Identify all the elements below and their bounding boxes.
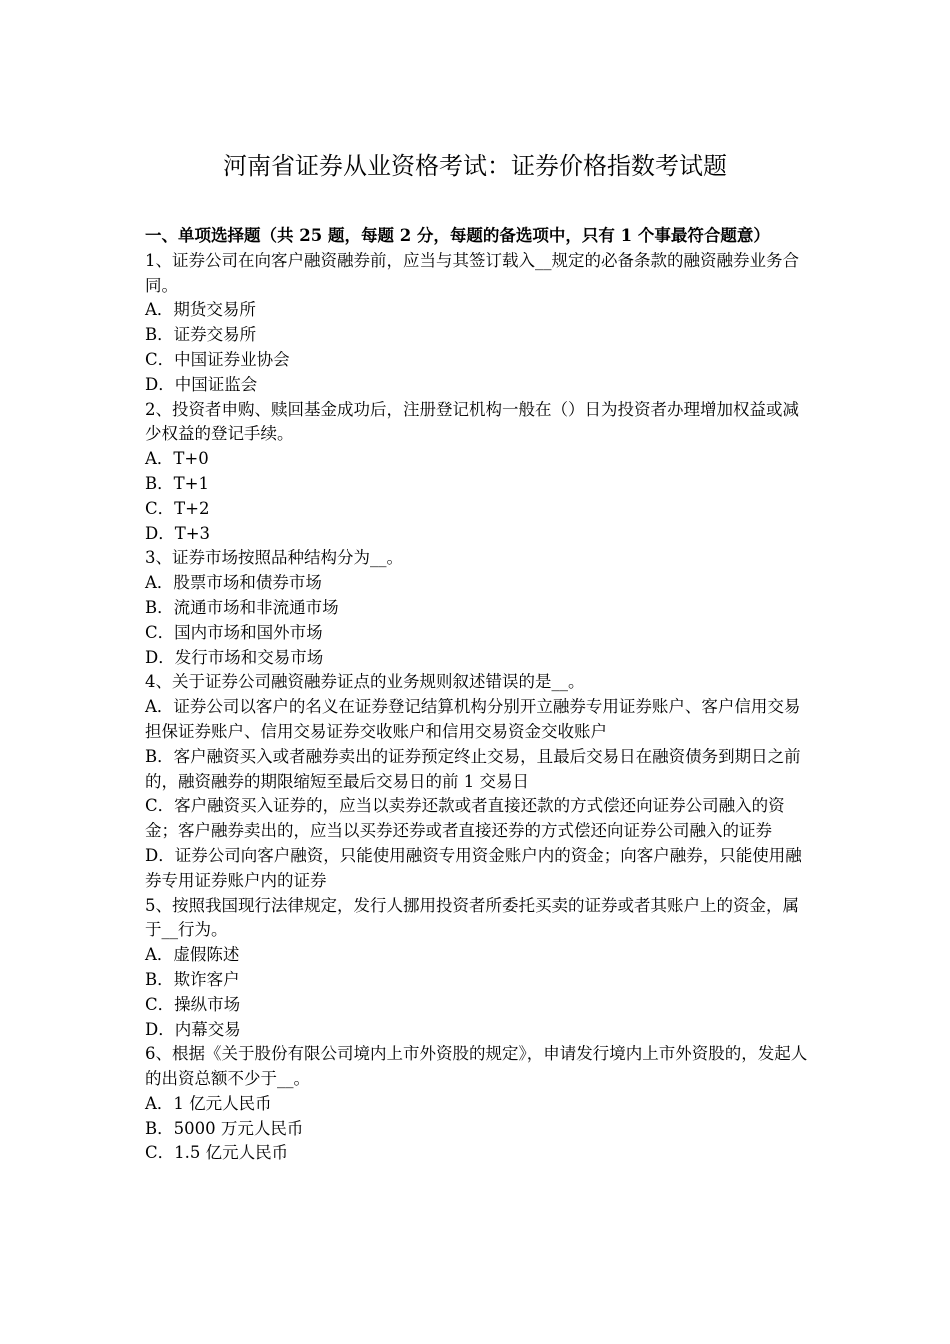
option: A．T+0 [145, 449, 209, 469]
option: A．期货交易所 [145, 300, 256, 320]
question-stem: 4、关于证券公司融资融券证点的业务规则叙述错误的是__。 [145, 672, 585, 692]
option: C．操纵市场 [145, 994, 241, 1014]
option: D．中国证监会 [145, 374, 258, 394]
option: B．欺诈客户 [145, 969, 240, 989]
option: A．1 亿元人民币 [145, 1093, 272, 1113]
question-stem: 5、按照我国现行法律规定，发行人挪用投资者所委托买卖的证券或者其账户上的资金，属于__行为。 [145, 895, 799, 940]
option: B．T+1 [145, 473, 209, 493]
option: D．发行市场和交易市场 [145, 647, 324, 667]
option: B．流通市场和非流通市场 [145, 597, 339, 617]
document-body [145, 224, 810, 1166]
option: A．股票市场和债券市场 [145, 573, 322, 593]
document-title: 河南省证券从业资格考试：证券价格指数考试题 [223, 152, 727, 180]
option: C．T+2 [145, 498, 210, 518]
option: B．5000 万元人民币 [145, 1118, 304, 1138]
option: C．客户融资买入证券的，应当以卖券还款或者直接还款的方式偿还向证券公司融入的资金；客户融券卖出的，应当以买券还券或者直接还券的方式偿还向证券公司融入的证券 [145, 796, 785, 841]
option: D．内幕交易 [145, 1019, 241, 1039]
question-stem: 1、证券公司在向客户融资融券前，应当与其签订载入__规定的必备条款的融资融券业务合同。 [145, 250, 799, 295]
option: D．证券公司向客户融资，只能使用融资专用资金账户内的资金；向客户融券，只能使用融券专用证券账户内的证券 [145, 845, 802, 890]
question-stem: 2、投资者申购、赎回基金成功后，注册登记机构一般在（）日为投资者办理增加权益或减少权益的登记手续。 [145, 399, 799, 444]
option: B．客户融资买入或者融券卖出的证券预定终止交易，且最后交易日在融资债务到期日之前的，融资融券的期限缩短至最后交易日的前 1 交易日 [145, 746, 801, 791]
option: A．虚假陈述 [145, 945, 240, 965]
option: B．证券交易所 [145, 325, 257, 345]
option: A．证券公司以客户的名义在证券登记结算机构分别开立融券专用证券账户、客户信用交易担保证券账户、信用交易证券交收账户和信用交易资金交收账户 [145, 697, 801, 741]
option: C．中国证券业协会 [145, 349, 290, 369]
section-heading: 一、单项选择题（共 25 题，每题 2 分，每题的备选项中，只有 1 个事最符合题意） [145, 226, 770, 245]
option: C．1.5 亿元人民币 [145, 1143, 289, 1163]
option: C．国内市场和国外市场 [145, 622, 323, 642]
question-stem: 3、证券市场按照品种结构分为__。 [145, 548, 403, 568]
question-stem: 6、根据《关于股份有限公司境内上市外资股的规定》，申请发行境内上市外资股的，发起人的出资总额不少于__。 [145, 1044, 808, 1089]
option: D．T+3 [145, 523, 211, 543]
